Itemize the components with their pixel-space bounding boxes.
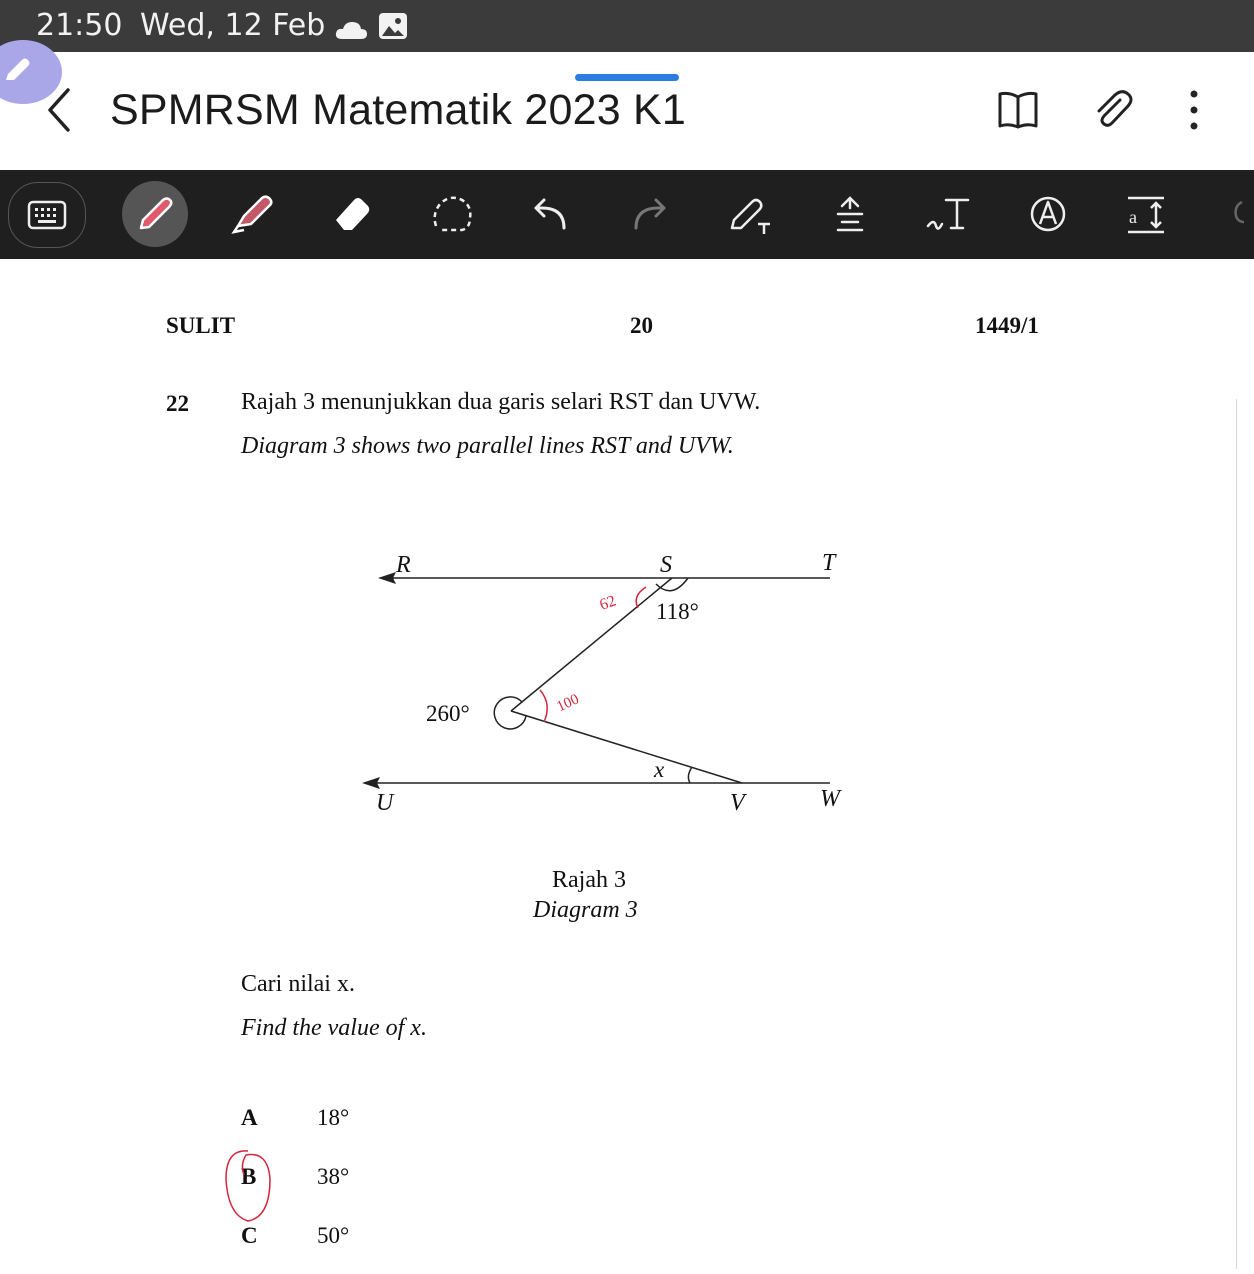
drawing-toolbar <box>0 170 1254 259</box>
keyboard-button[interactable] <box>8 182 86 248</box>
book-icon <box>996 88 1040 132</box>
label-u: U <box>376 790 394 816</box>
pen-to-text-icon <box>726 192 774 236</box>
image-icon <box>378 12 408 48</box>
book-button[interactable] <box>996 88 1040 132</box>
page-header-left: SULIT <box>166 313 236 338</box>
question-number: 22 <box>166 391 189 416</box>
text-button[interactable] <box>918 184 978 244</box>
redo-button[interactable] <box>620 184 680 244</box>
question-text-english: Diagram 3 shows two parallel lines RST and UVW. <box>241 433 734 459</box>
pen-icon <box>133 192 177 236</box>
arc-x <box>688 767 692 783</box>
keyboard-icon <box>27 200 67 230</box>
more-tools-button[interactable] <box>1216 184 1254 244</box>
segment-vertex-v <box>511 711 742 783</box>
straighten-button[interactable] <box>820 184 880 244</box>
answer-circle <box>218 1145 282 1225</box>
paper-code: 1449/1 <box>975 313 1039 338</box>
label-s: S <box>660 552 672 578</box>
option-c-value: 50° <box>317 1223 350 1248</box>
shape-icon <box>1026 192 1070 236</box>
more-button[interactable] <box>1172 88 1216 132</box>
option-a-letter: A <box>241 1105 258 1130</box>
straighten-icon <box>828 192 872 236</box>
question-text-malay: Rajah 3 menunjukkan dua garis selari RST dan UVW. <box>241 389 761 415</box>
status-bar <box>0 0 1254 52</box>
option-a-value: 18° <box>317 1105 350 1130</box>
page-number: 20 <box>630 313 653 338</box>
attach-button[interactable] <box>1090 88 1134 132</box>
pen-icon <box>0 40 62 104</box>
pen-to-text-button[interactable] <box>720 184 780 244</box>
undo-icon <box>528 192 572 236</box>
lasso-tool-partial-icon <box>1220 192 1250 236</box>
caption-malay: Rajah 3 <box>552 867 626 893</box>
paperclip-icon <box>1090 88 1134 132</box>
highlighter-button[interactable] <box>222 184 282 244</box>
spacing-icon <box>1124 192 1168 236</box>
option-c-letter: C <box>241 1223 258 1248</box>
highlighter-icon <box>228 192 276 236</box>
lasso-button[interactable] <box>422 184 482 244</box>
page-title: SPMRSM Matematik 2023 K1 <box>110 86 686 134</box>
option-b-letter: B <box>241 1164 257 1189</box>
angle-x: x <box>654 757 665 782</box>
cloud-icon <box>334 14 368 49</box>
arc-118 <box>656 578 688 591</box>
label-w: W <box>820 786 840 812</box>
arc-260 <box>494 697 526 729</box>
undo-button[interactable] <box>520 184 580 244</box>
svg-text:a: a <box>1129 207 1137 227</box>
lasso-icon <box>428 192 476 236</box>
eraser-button[interactable] <box>322 184 382 244</box>
label-t: T <box>822 550 836 576</box>
red-arc-s <box>636 587 646 608</box>
task-text-malay: Cari nilai x. <box>241 971 355 997</box>
label-r: R <box>396 552 411 578</box>
drag-handle[interactable] <box>575 74 679 81</box>
angle-260: 260° <box>426 701 470 726</box>
status-date: Wed, 12 Feb <box>140 8 326 43</box>
annotation-100: 100 <box>554 691 582 716</box>
geometry-diagram <box>0 259 1254 1274</box>
red-arc-vertex <box>540 690 547 722</box>
shape-button[interactable] <box>1018 184 1078 244</box>
caption-english: Diagram 3 <box>533 897 638 923</box>
more-vertical-icon <box>1172 88 1216 132</box>
annotation-62: 62 <box>597 592 619 614</box>
label-v: V <box>730 790 745 816</box>
document-page[interactable] <box>0 259 1254 1274</box>
text-icon <box>924 192 972 236</box>
eraser-icon <box>330 192 374 236</box>
segment-s-vertex <box>511 578 672 711</box>
page-edge <box>1236 399 1237 1269</box>
pen-button[interactable] <box>122 181 188 247</box>
task-text-english: Find the value of x. <box>241 1015 427 1041</box>
option-b-value: 38° <box>317 1164 350 1189</box>
status-time: 21:50 <box>36 8 123 43</box>
redo-icon <box>628 192 672 236</box>
floating-pen-button[interactable] <box>0 40 62 104</box>
spacing-button[interactable] <box>1116 184 1176 244</box>
angle-118: 118° <box>656 599 699 624</box>
app-header <box>0 52 1254 170</box>
